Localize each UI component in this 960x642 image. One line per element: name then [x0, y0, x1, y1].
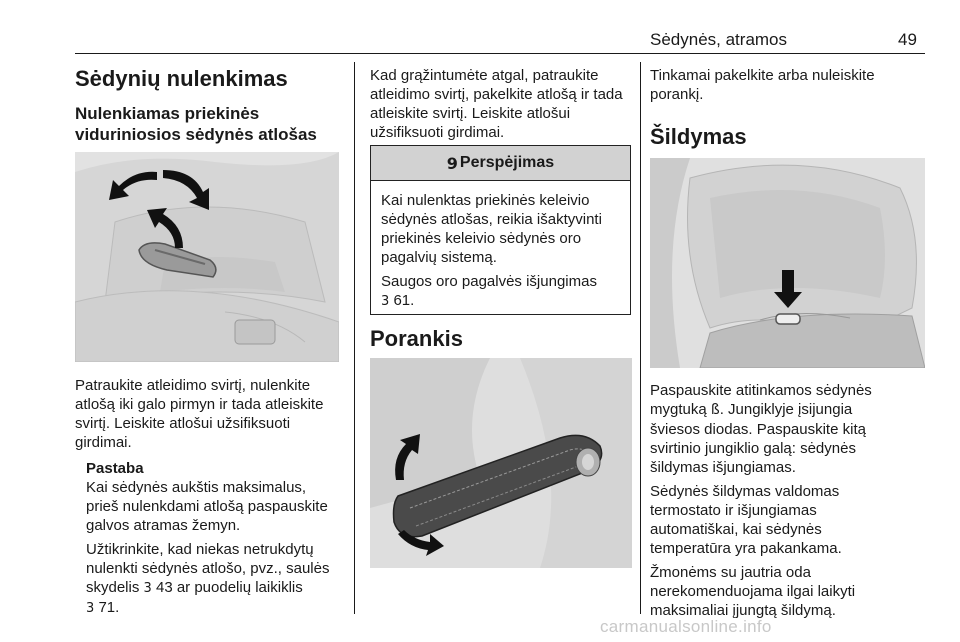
fold-instructions: Patraukite atleidimo svirtį, nulenkite atlošą iki galo pirmyn ir tada atleiskite svirtį. Leiskite atlošui užsifiksuoti girdimai.: [75, 377, 324, 451]
col3-intro: [650, 66, 925, 109]
note-title: Pastaba: [86, 460, 144, 477]
note-block: [86, 459, 354, 623]
seat-heating-button-illustration: [650, 158, 925, 368]
armrest-instructions: Tinkamai pakelkite arba nuleiskite porankį.: [650, 67, 875, 103]
heating-instructions: Paspauskite atitinkamos sėdynės mygtuką ß. Jungiklyje įsijungia šviesos diodas. Paspauskite kitą svirtinio jungiklio galą: sėdynės šildymas išjungiamas.: [650, 382, 872, 476]
subheading: Nulenkiamas priekinės viduriniosios sėdynės atlošas: [75, 104, 317, 144]
return-instructions: Kad grąžintumėte atgal, patraukite atleidimo svirtį, pakelkite atlošą ir tada atleiskite svirtį. Leiskite atlošui užsifiksuoti girdimai.: [370, 67, 623, 141]
page-ref-icon: 3: [86, 601, 95, 616]
column-divider-2: [640, 62, 641, 614]
note-paragraph-1: Kai sėdynės aukštis maksimalus, prieš nulenkdami atlošą paspauskite galvos atramas žemyn.: [86, 479, 328, 534]
warning-box: [370, 145, 631, 315]
seat-backrest-release-illustration: [75, 152, 339, 362]
section-heading-heating: Šildymas: [650, 124, 747, 149]
armrest-illustration: [370, 358, 632, 568]
warning-header: [371, 146, 630, 181]
warning-triangle-icon: 9: [446, 153, 458, 173]
page-number: 49: [898, 30, 917, 49]
page-ref-icon: 3: [143, 581, 152, 596]
running-header-title: Sėdynės, atramos: [650, 30, 788, 49]
column-divider-1: [354, 62, 355, 614]
warning-paragraph-2: Saugos oro pagalvės išjungimas 3 61.: [381, 273, 597, 309]
watermark: carmanualsonline.info: [600, 617, 772, 636]
seat-heating-icon: ß: [710, 402, 720, 418]
note-paragraph-2: Užtikrinkite, kad niekas netrukdytų nulenkti sėdynės atlošo, pvz., saulės skydelis 3 43 ar puodelių laikiklis 3 71.: [86, 541, 330, 616]
header-rule: [75, 53, 925, 54]
warning-title: Perspėjimas: [459, 154, 555, 171]
page-ref-icon: 3: [381, 294, 390, 309]
col2-body: [370, 66, 635, 147]
sensitive-skin-paragraph: Žmonėms su jautria oda nerekomenduojama ilgai laikyti maksimaliai įjungtą šildymą.: [650, 564, 856, 619]
thermostat-paragraph: Sėdynės šildymas valdomas termostato ir išjungiamas automatiškai, kai sėdynės temperatūra yra pakankama.: [650, 483, 842, 557]
heating-button: [776, 314, 800, 324]
col1-body: [75, 376, 343, 457]
section-heading-seat-folding: Sėdynių nulenkimas: [75, 66, 288, 91]
col3-body: [650, 381, 930, 625]
warning-paragraph-1: Kai nulenktas priekinės keleivio sėdynės atlošas, reikia išaktyvinti priekinės keleivio sėdynės oro pagalvių sistemą.: [381, 192, 602, 266]
section-heading-armrest: Porankis: [370, 326, 463, 351]
